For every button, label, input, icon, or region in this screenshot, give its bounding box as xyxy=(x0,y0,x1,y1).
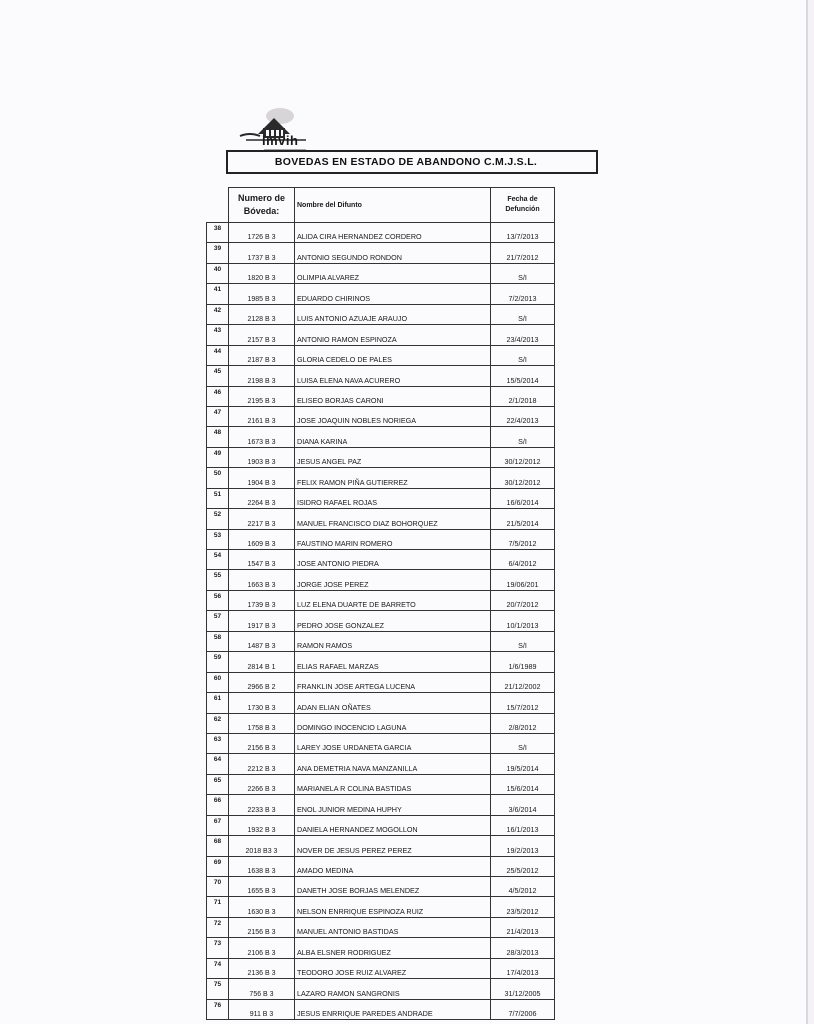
deceased-name: ANTONIO SEGUNDO RONDON xyxy=(295,243,491,263)
boveda-number: 2814 B 1 xyxy=(229,652,295,672)
table-row xyxy=(207,223,555,243)
boveda-number: 2136 B 3 xyxy=(229,958,295,978)
deceased-name: ALBA ELSNER RODRIGUEZ xyxy=(295,938,491,958)
table-row xyxy=(207,611,555,631)
deceased-name: FRANKLIN JOSE ARTEGA LUCENA xyxy=(295,672,491,692)
death-date: 21/12/2002 xyxy=(491,672,555,692)
death-date: 16/1/2013 xyxy=(491,815,555,835)
table-header-row xyxy=(207,188,555,223)
table-row xyxy=(207,243,555,263)
boveda-number: 1917 B 3 xyxy=(229,611,295,631)
death-date: 19/5/2014 xyxy=(491,754,555,774)
death-date: 21/7/2012 xyxy=(491,243,555,263)
deceased-name: MARIANELA R COLINA BASTIDAS xyxy=(295,774,491,794)
row-index: 46 xyxy=(207,386,229,406)
row-index: 71 xyxy=(207,897,229,917)
death-date: 7/2/2013 xyxy=(491,284,555,304)
death-date: 2/1/2018 xyxy=(491,386,555,406)
boveda-number: 2195 B 3 xyxy=(229,386,295,406)
table-row xyxy=(207,406,555,426)
table-row xyxy=(207,529,555,549)
row-index: 56 xyxy=(207,590,229,610)
deceased-name: ENOL JUNIOR MEDINA HUPHY xyxy=(295,795,491,815)
deceased-name: RAMON RAMOS xyxy=(295,631,491,651)
deceased-name: FAUSTINO MARIN ROMERO xyxy=(295,529,491,549)
table-row xyxy=(207,652,555,672)
boveda-number: 1726 B 3 xyxy=(229,223,295,243)
table-row xyxy=(207,733,555,753)
table-row xyxy=(207,917,555,937)
boveda-number: 1655 B 3 xyxy=(229,877,295,897)
row-index: 58 xyxy=(207,631,229,651)
death-date: 30/12/2012 xyxy=(491,447,555,467)
header-fecha-defuncion: Fecha de Defunción xyxy=(491,188,555,223)
table-row xyxy=(207,897,555,917)
bovedas-table xyxy=(206,187,555,1020)
row-index: 57 xyxy=(207,611,229,631)
deceased-name: FELIX RAMON PIÑA GUTIERREZ xyxy=(295,468,491,488)
boveda-number: 2212 B 3 xyxy=(229,754,295,774)
boveda-number: 2161 B 3 xyxy=(229,406,295,426)
death-date: 28/3/2013 xyxy=(491,938,555,958)
row-index: 67 xyxy=(207,815,229,835)
row-index: 52 xyxy=(207,509,229,529)
table-row xyxy=(207,366,555,386)
deceased-name: OLIMPIA ALVAREZ xyxy=(295,263,491,283)
boveda-number: 1820 B 3 xyxy=(229,263,295,283)
deceased-name: ALIDA CIRA HERNANDEZ CORDERO xyxy=(295,223,491,243)
boveda-number: 2966 B 2 xyxy=(229,672,295,692)
death-date: S/I xyxy=(491,631,555,651)
boveda-number: 1609 B 3 xyxy=(229,529,295,549)
deceased-name: LAZARO RAMON SANGRONIS xyxy=(295,979,491,999)
boveda-number: 2156 B 3 xyxy=(229,917,295,937)
boveda-number: 2157 B 3 xyxy=(229,325,295,345)
table-row xyxy=(207,938,555,958)
death-date: 7/5/2012 xyxy=(491,529,555,549)
header-nombre-difunto: Nombre del Difunto xyxy=(295,188,491,223)
deceased-name: TEODORO JOSE RUIZ ALVAREZ xyxy=(295,958,491,978)
boveda-number: 1904 B 3 xyxy=(229,468,295,488)
row-index: 70 xyxy=(207,877,229,897)
table-row xyxy=(207,774,555,794)
boveda-number: 1487 B 3 xyxy=(229,631,295,651)
table-row xyxy=(207,488,555,508)
table-row xyxy=(207,795,555,815)
header-numero-boveda: Numero de Bóveda: xyxy=(229,188,295,223)
table-row xyxy=(207,509,555,529)
row-index: 47 xyxy=(207,406,229,426)
boveda-number: 2128 B 3 xyxy=(229,304,295,324)
row-index: 69 xyxy=(207,856,229,876)
death-date: 19/06/201 xyxy=(491,570,555,590)
document-title xyxy=(226,150,598,174)
deceased-name: DIANA KARINA xyxy=(295,427,491,447)
death-date: 17/4/2013 xyxy=(491,958,555,978)
deceased-name: LUZ ELENA DUARTE DE BARRETO xyxy=(295,590,491,610)
row-index: 42 xyxy=(207,304,229,324)
boveda-number: 1758 B 3 xyxy=(229,713,295,733)
death-date: S/I xyxy=(491,427,555,447)
deceased-name: LAREY JOSE URDANETA GARCIA xyxy=(295,733,491,753)
boveda-number: 1673 B 3 xyxy=(229,427,295,447)
deceased-name: DANIELA HERNANDEZ MOGOLLON xyxy=(295,815,491,835)
deceased-name: EDUARDO CHIRINOS xyxy=(295,284,491,304)
table-row xyxy=(207,284,555,304)
boveda-number: 2266 B 3 xyxy=(229,774,295,794)
boveda-number: 1638 B 3 xyxy=(229,856,295,876)
deceased-name: LUISA ELENA NAVA ACURERO xyxy=(295,366,491,386)
boveda-number: 1739 B 3 xyxy=(229,590,295,610)
document-title-text: BOVEDAS EN ESTADO DE ABANDONO C.M.J.S.L. xyxy=(274,156,538,168)
table-row xyxy=(207,550,555,570)
deceased-name: ANA DEMETRIA NAVA MANZANILLA xyxy=(295,754,491,774)
death-date: 10/1/2013 xyxy=(491,611,555,631)
row-index: 49 xyxy=(207,447,229,467)
header-index xyxy=(207,188,229,223)
death-date: S/I xyxy=(491,263,555,283)
row-index: 63 xyxy=(207,733,229,753)
table-row xyxy=(207,631,555,651)
deceased-name: DOMINGO INOCENCIO LAGUNA xyxy=(295,713,491,733)
table-row xyxy=(207,713,555,733)
death-date: 1/6/1989 xyxy=(491,652,555,672)
death-date: 22/4/2013 xyxy=(491,406,555,426)
death-date: 21/5/2014 xyxy=(491,509,555,529)
deceased-name: NELSON ENRRIQUE ESPINOZA RUIZ xyxy=(295,897,491,917)
boveda-number: 2233 B 3 xyxy=(229,795,295,815)
table-row xyxy=(207,693,555,713)
row-index: 50 xyxy=(207,468,229,488)
table-row xyxy=(207,468,555,488)
death-date: 16/6/2014 xyxy=(491,488,555,508)
row-index: 54 xyxy=(207,550,229,570)
death-date: 30/12/2012 xyxy=(491,468,555,488)
deceased-name: AMADO MEDINA xyxy=(295,856,491,876)
boveda-number: 1932 B 3 xyxy=(229,815,295,835)
death-date: 4/5/2012 xyxy=(491,877,555,897)
boveda-number: 1630 B 3 xyxy=(229,897,295,917)
row-index: 41 xyxy=(207,284,229,304)
table-row xyxy=(207,815,555,835)
boveda-number: 2156 B 3 xyxy=(229,733,295,753)
boveda-number: 2018 B3 3 xyxy=(229,836,295,856)
table-row xyxy=(207,325,555,345)
death-date: S/I xyxy=(491,345,555,365)
deceased-name: MANUEL FRANCISCO DIAZ BOHORQUEZ xyxy=(295,509,491,529)
deceased-name: LUIS ANTONIO AZUAJE ARAUJO xyxy=(295,304,491,324)
boveda-number: 2217 B 3 xyxy=(229,509,295,529)
death-date: 25/5/2012 xyxy=(491,856,555,876)
boveda-number: 756 B 3 xyxy=(229,979,295,999)
boveda-number: 1737 B 3 xyxy=(229,243,295,263)
deceased-name: ISIDRO RAFAEL ROJAS xyxy=(295,488,491,508)
row-index: 73 xyxy=(207,938,229,958)
row-index: 39 xyxy=(207,243,229,263)
boveda-number: 1985 B 3 xyxy=(229,284,295,304)
logo-text: imvih xyxy=(262,133,299,148)
table-row xyxy=(207,263,555,283)
death-date: 7/7/2006 xyxy=(491,999,555,1019)
table-row xyxy=(207,447,555,467)
table-row xyxy=(207,386,555,406)
deceased-name: PEDRO JOSE GONZALEZ xyxy=(295,611,491,631)
table-row xyxy=(207,958,555,978)
row-index: 51 xyxy=(207,488,229,508)
table-row xyxy=(207,836,555,856)
deceased-name: GLORIA CEDELO DE PALES xyxy=(295,345,491,365)
table-row xyxy=(207,979,555,999)
death-date: 23/5/2012 xyxy=(491,897,555,917)
death-date: 13/7/2013 xyxy=(491,223,555,243)
deceased-name: MANUEL ANTONIO BASTIDAS xyxy=(295,917,491,937)
row-index: 48 xyxy=(207,427,229,447)
death-date: 15/5/2014 xyxy=(491,366,555,386)
death-date: S/I xyxy=(491,304,555,324)
table-row xyxy=(207,345,555,365)
deceased-name: ELIAS RAFAEL MARZAS xyxy=(295,652,491,672)
row-index: 68 xyxy=(207,836,229,856)
row-index: 74 xyxy=(207,958,229,978)
death-date: 2/8/2012 xyxy=(491,713,555,733)
table-row xyxy=(207,427,555,447)
table-row xyxy=(207,754,555,774)
row-index: 60 xyxy=(207,672,229,692)
deceased-name: ADAN ELIAN OÑATES xyxy=(295,693,491,713)
row-index: 66 xyxy=(207,795,229,815)
boveda-number: 911 B 3 xyxy=(229,999,295,1019)
table-row xyxy=(207,590,555,610)
death-date: 6/4/2012 xyxy=(491,550,555,570)
boveda-number: 2198 B 3 xyxy=(229,366,295,386)
row-index: 75 xyxy=(207,979,229,999)
table-row xyxy=(207,304,555,324)
table-row xyxy=(207,877,555,897)
death-date: 19/2/2013 xyxy=(491,836,555,856)
boveda-number: 1730 B 3 xyxy=(229,693,295,713)
row-index: 45 xyxy=(207,366,229,386)
boveda-number: 1903 B 3 xyxy=(229,447,295,467)
row-index: 43 xyxy=(207,325,229,345)
row-index: 53 xyxy=(207,529,229,549)
row-index: 59 xyxy=(207,652,229,672)
row-index: 65 xyxy=(207,774,229,794)
boveda-number: 2187 B 3 xyxy=(229,345,295,365)
deceased-name: DANETH JOSE BORJAS MELENDEZ xyxy=(295,877,491,897)
row-index: 40 xyxy=(207,263,229,283)
deceased-name: JOSE ANTONIO PIEDRA xyxy=(295,550,491,570)
deceased-name: JESUS ANGEL PAZ xyxy=(295,447,491,467)
row-index: 72 xyxy=(207,917,229,937)
death-date: 21/4/2013 xyxy=(491,917,555,937)
row-index: 62 xyxy=(207,713,229,733)
table-body xyxy=(207,223,555,1020)
row-index: 76 xyxy=(207,999,229,1019)
death-date: S/I xyxy=(491,733,555,753)
boveda-number: 2106 B 3 xyxy=(229,938,295,958)
table-row xyxy=(207,999,555,1019)
deceased-name: JOSE JOAQUIN NOBLES NORIEGA xyxy=(295,406,491,426)
death-date: 31/12/2005 xyxy=(491,979,555,999)
death-date: 20/7/2012 xyxy=(491,590,555,610)
row-index: 55 xyxy=(207,570,229,590)
table-row xyxy=(207,672,555,692)
deceased-name: NOVER DE JESUS PEREZ PEREZ xyxy=(295,836,491,856)
row-index: 61 xyxy=(207,693,229,713)
deceased-name: ELISEO BORJAS CARONI xyxy=(295,386,491,406)
row-index: 44 xyxy=(207,345,229,365)
boveda-number: 1663 B 3 xyxy=(229,570,295,590)
deceased-name: JESUS ENRRIQUE PAREDES ANDRADE xyxy=(295,999,491,1019)
death-date: 3/6/2014 xyxy=(491,795,555,815)
boveda-number: 2264 B 3 xyxy=(229,488,295,508)
table-row xyxy=(207,570,555,590)
deceased-name: ANTONIO RAMON ESPINOZA xyxy=(295,325,491,345)
table-row xyxy=(207,856,555,876)
boveda-number: 1547 B 3 xyxy=(229,550,295,570)
death-date: 23/4/2013 xyxy=(491,325,555,345)
deceased-name: JORGE JOSE PEREZ xyxy=(295,570,491,590)
death-date: 15/7/2012 xyxy=(491,693,555,713)
row-index: 64 xyxy=(207,754,229,774)
row-index: 38 xyxy=(207,223,229,243)
death-date: 15/6/2014 xyxy=(491,774,555,794)
